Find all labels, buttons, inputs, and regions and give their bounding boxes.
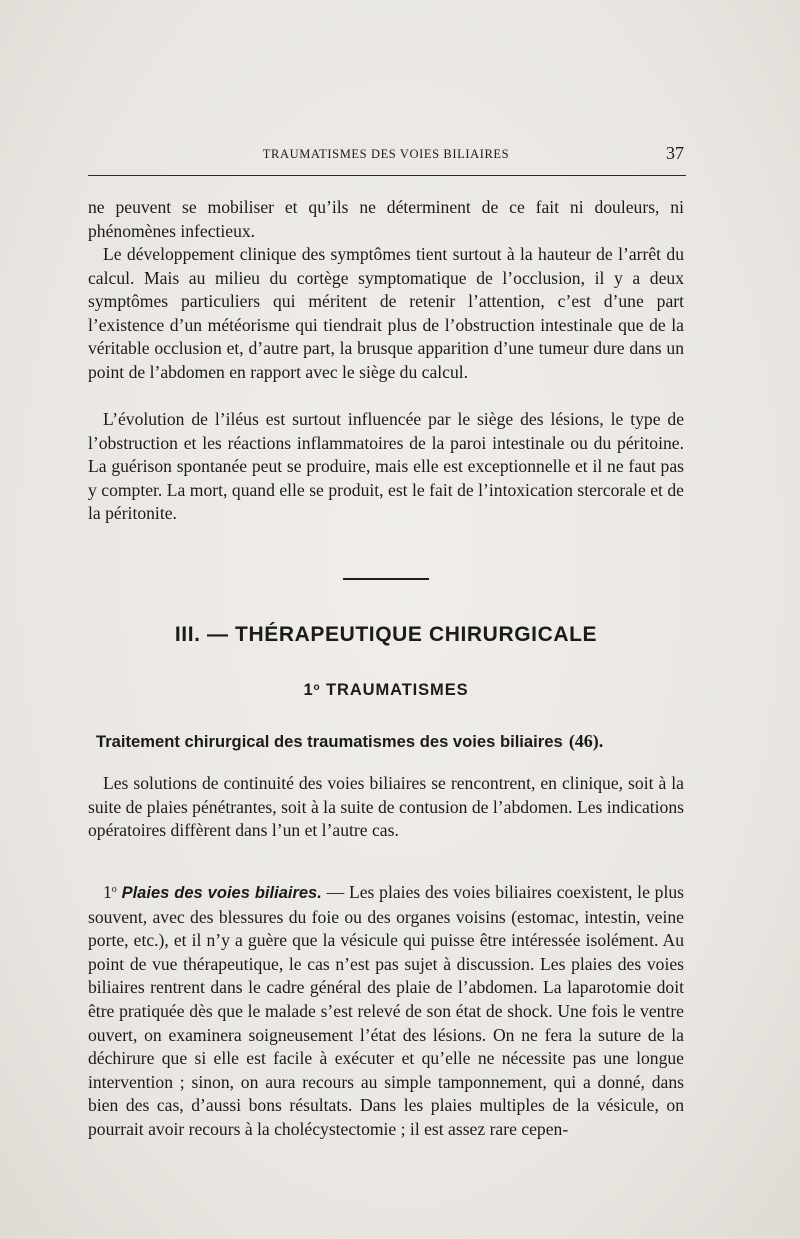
section-heading: III. — THÉRAPEUTIQUE CHIRURGICALE [174,623,598,646]
paragraph-2: Le développement clinique des symptômes tient surtout à la hauteur de l’arrêt du calcul. Mais au milieu du cortège symptomatique de l’occlusion, il y a deux symptômes particuliers qui méritent de retenir l’attention, c’est d’une part l’existence d’un météorisme qui tiendrait plus de l’obstruction intestinale que de la véritable occlusion et, d’autre part, la brusque apparition d’une tumeur dure dans un point de l’abdomen en rapport avec le siège du calcul. [88,244,684,382]
point-number: 1 [103,882,112,902]
subsection-title: TRAUMATISMES [326,681,469,699]
paragraph-4: Les solutions de continuité des voies biliaires se rencontrent, en clinique, soit à la suite de plaies pénétrantes, soit à la suite de contusion de l’abdomen. Les indications opératoires diffèrent dans l’un et l’autre cas. [88,773,684,840]
subsection-number: 1 [303,681,314,699]
running-title: TRAUMATISMES DES VOIES BILIAIRES [262,147,510,161]
section-separator [343,578,429,580]
page-number: 37 [666,143,684,163]
paragraph-1: ne peuvent se mobiliser et qu’ils ne déterminent de ce fait ni douleurs, ni phénomènes infectieux. [88,197,684,241]
subsection-heading [88,681,684,700]
running-head [88,143,684,169]
point-lead-in: Plaies des voies biliaires. [121,884,322,902]
header-rule [88,175,686,176]
paragraph-3: L’évolution de l’iléus est surtout influencée par le siège des lésions, le type de l’obstruction et les réactions inflammatoires de la paroi intestinale ou du péritoine. La guérison spontanée peut se produire, mais elle est exceptionnelle et il ne faut pas y compter. La mort, quand elle se produit, est le fait de l’intoxication stercorale et de la péritonite. [88,409,684,523]
treatment-heading [96,731,696,752]
paragraph-5 [88,878,684,1142]
point-text: — Les plaies des voies biliaires coexistent, le plus souvent, avec des blessures du foie ou des organes voisins (estomac, intestin, veine porte, etc.), et il n’y a guère que la vésicule qui puisse être intéressée isolément. Au point de vue thérapeutique, le cas n’est pas sujet à discussion. Les plaies des voies biliaires rentrent dans le cadre général des plaie de l’abdomen. La laparotomie doit être pratiquée dès que le malade s’est relevé de son état de shock. Une fois le ventre ouvert, on examinera soigneusement l’état des lésions. On ne fera la suture de la déchirure que si elle est facile à exécuter et qu’elle ne nécessite pas une longue intervention ; sinon, on aura recours au simple tamponnement, qui a donné, dans bien des cas, d’aussi bons résultats. Dans les plaies multiples de la vésicule, on pourrait avoir recours à la cholécystectomie ; il est assez rare cepen- [88,882,684,1139]
point-ordinal: o [111,884,117,895]
subsection-ordinal: o [313,682,321,693]
treatment-reference: (46). [568,731,604,751]
treatment-title: Traitement chirurgical des traumatismes des voies biliaires [96,732,563,751]
